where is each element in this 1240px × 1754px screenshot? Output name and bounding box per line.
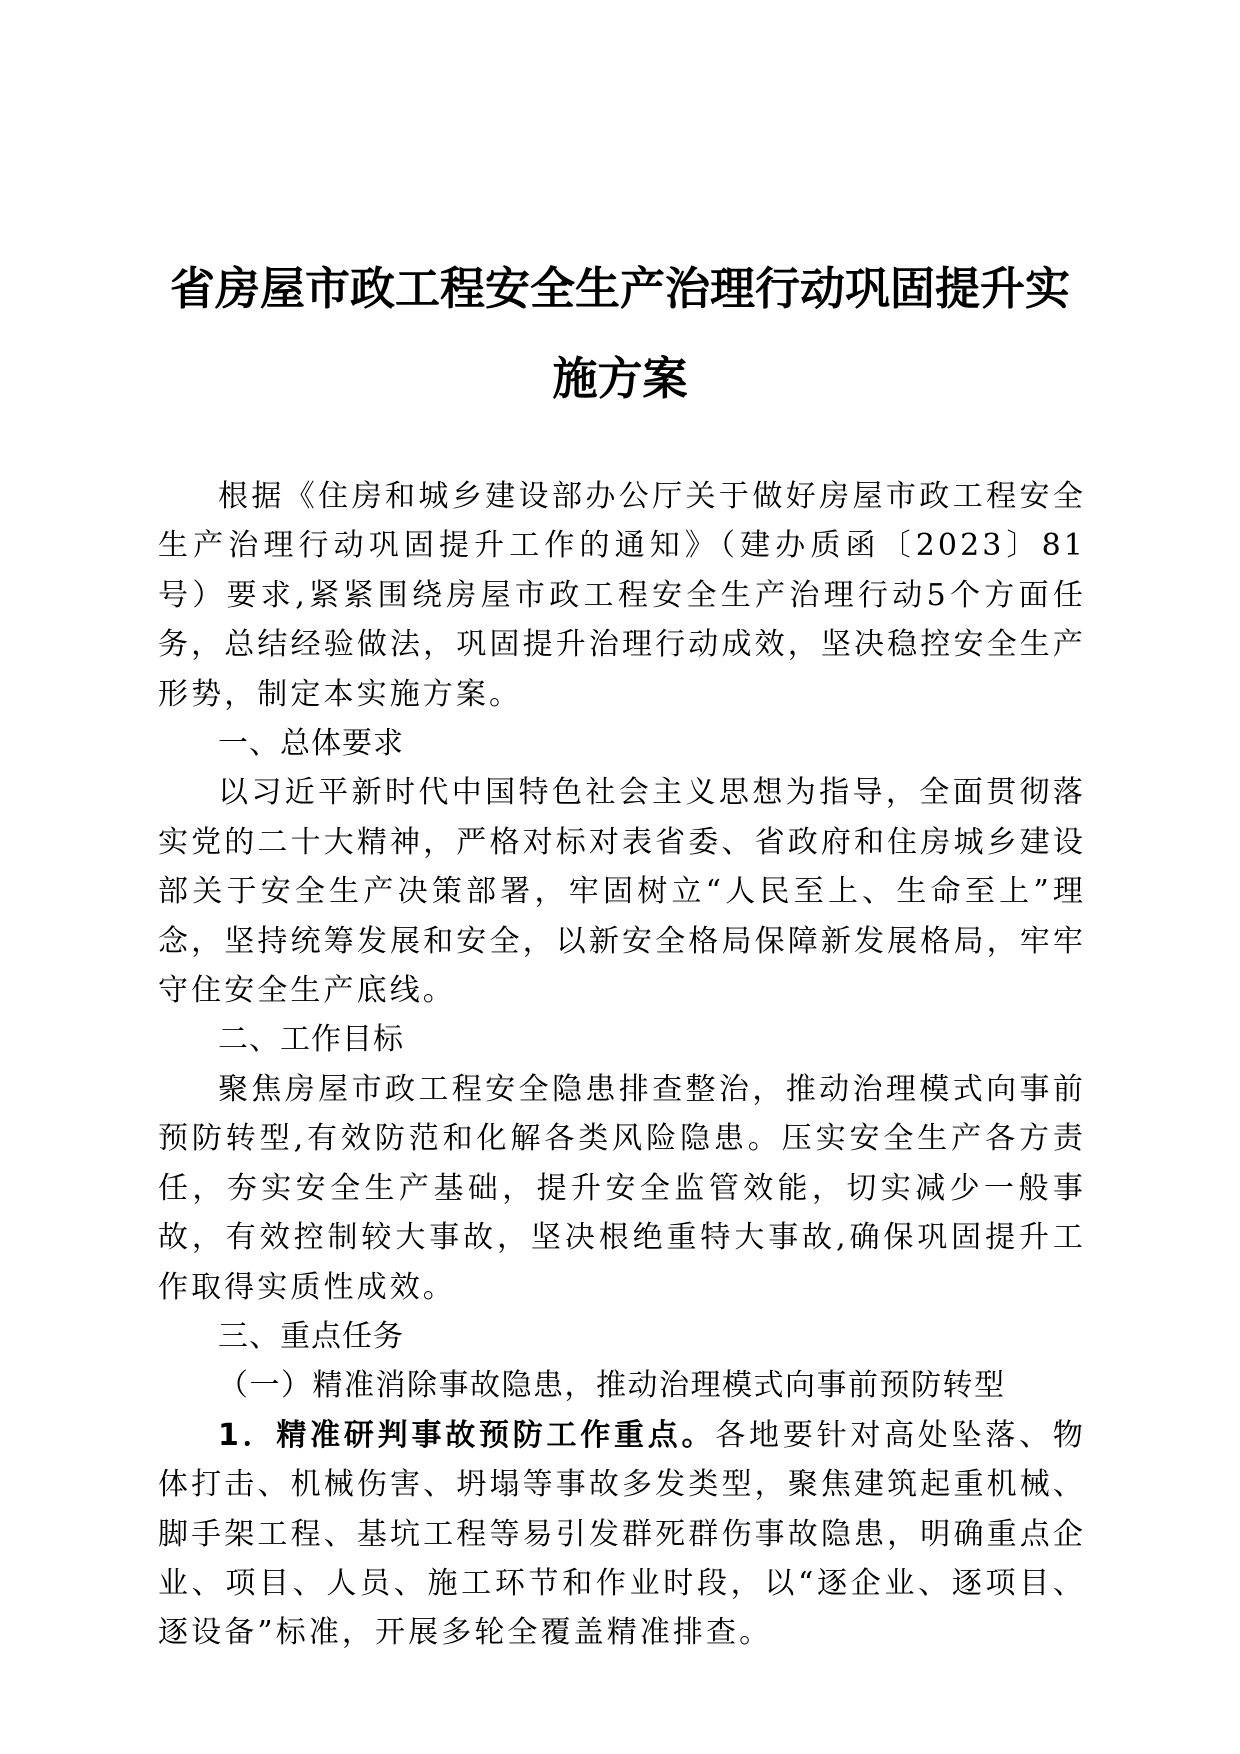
document-body — [158, 472, 1086, 1658]
section-heading-work-goals: 二、工作目标 — [218, 1022, 404, 1058]
document-title-line-1: 省房屋市政工程安全生产治理行动巩固提升实 — [169, 262, 1070, 315]
section-heading-key-tasks: 三、重点任务 — [218, 1318, 404, 1354]
key-task-item-1-lead: 1．精准研判事故预防工作重点。 — [218, 1417, 716, 1453]
key-task-item-1 — [158, 1411, 1086, 1658]
intro-paragraph: 根据《住房和城乡建设部办公厅关于做好房屋市政工程安全生产治理行动巩固提升工作的通知》（建办质函〔2023〕81号）要求,紧紧围绕房屋市政工程安全生产治理行动5个方面任务，总结经验做法，巩固提升治理行动成效，坚决稳控安全生产形势，制定本实施方案。 — [158, 479, 1086, 712]
general-requirements-paragraph: 以习近平新时代中国特色社会主义思想为指导，全面贯彻落实党的二十大精神，严格对标对表省委、省政府和住房城乡建设部关于安全生产决策部署，牢固树立“人民至上、生命至上”理念，坚持统筹发展和安全，以新安全格局保障新发展格局，牢牢守住安全生产底线。 — [158, 775, 1086, 1009]
key-tasks-subheading: （一）精准消除事故隐患，推动治理模式向事前预防转型 — [218, 1368, 1006, 1404]
work-goals-paragraph: 聚焦房屋市政工程安全隐患排查整治，推动治理模式向事前预防转型,有效防范和化解各类风险隐患。压实安全生产各方责任，夯实安全生产基础，提升安全监管效能，切实减少一般事故，有效控制较大事故，坚决根绝重特大事故,确保巩固提升工作取得实质性成效。 — [158, 1071, 1086, 1305]
key-task-item-1-body: 各地要针对高处坠落、物体打击、机械伤害、坍塌等事故多发类型，聚焦建筑起重机械、脚手架工程、基坑工程等易引发群死群伤事故隐患，明确重点企业、项目、人员、施工环节和作业时段，以“逐企业、逐项目、逐设备”标准，开展多轮全覆盖精准排查。 — [158, 1417, 1087, 1651]
section-heading-general-requirements: 一、总体要求 — [218, 726, 404, 762]
document-title-line-2: 施方案 — [552, 352, 688, 405]
